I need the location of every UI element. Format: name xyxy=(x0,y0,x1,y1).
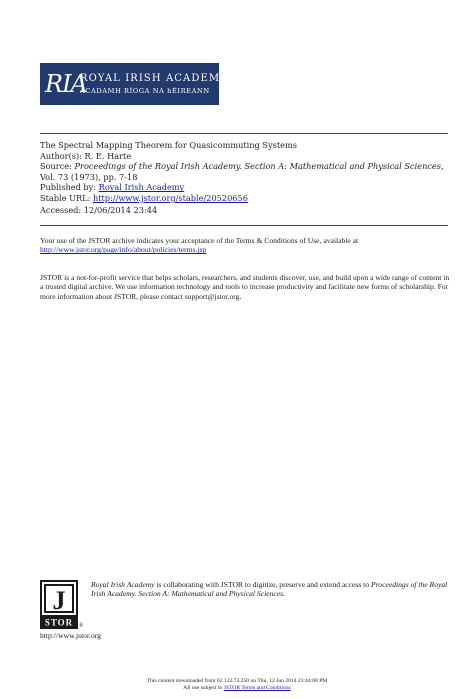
article-accessed: Accessed: 12/06/2014 23:44 xyxy=(40,204,158,215)
article-stable-url xyxy=(40,193,448,204)
academy-banner xyxy=(40,63,228,105)
collab-journal: Proceedings of the Royal Irish Academy. Section A: Mathematical and Physical Sciences. xyxy=(91,580,448,599)
download-footer xyxy=(0,678,474,692)
source-details: , Vol. 73 (1973), pp. 7-18 xyxy=(40,161,444,182)
academy-logo-letters: RIA xyxy=(45,70,87,98)
jstor-logo-icon xyxy=(40,580,84,629)
terms-link[interactable]: http://www.jstor.org/page/info/about/policies/terms.jsp xyxy=(40,245,207,255)
terms-paragraph xyxy=(40,236,450,255)
article-publisher xyxy=(40,182,448,193)
jstor-logo-word: STOR xyxy=(44,617,74,628)
stable-url-link[interactable]: http://www.jstor.org/stable/20520656 xyxy=(92,192,248,203)
collab-institution: Royal Irish Academy xyxy=(91,580,155,589)
footer-terms-line xyxy=(0,685,474,692)
article-title: The Spectral Mapping Theorem for Quasicommuting Systems xyxy=(40,140,297,150)
jstor-home-link[interactable]: http://www.jstor.org xyxy=(40,631,101,640)
academy-name-irish: ACADAMH RÍOGA NA hÉIREANN xyxy=(80,87,210,95)
publisher-label: Published by: xyxy=(40,182,99,193)
jstor-logo xyxy=(40,580,84,629)
collaboration-note xyxy=(91,580,449,599)
footer-terms-prefix: All use subject to xyxy=(183,685,224,691)
collab-text: is collaborating with JSTOR to digitize, preserve and extend access to xyxy=(154,580,371,589)
stable-url-label: Stable URL: xyxy=(40,192,93,203)
middle-divider xyxy=(40,225,448,226)
about-paragraph: JSTOR is a not-for-profit service that helps scholars, researchers, and students discover, use, and build upon a wide range of content in a trusted digital archive. We use information technology and tools to increase productivity and facilitate new forms of scholarship. For more information about JSTOR, please contact support@jstor.org. xyxy=(40,273,450,301)
publisher-link[interactable]: Royal Irish Academy xyxy=(98,182,185,193)
source-journal: Proceedings of the Royal Irish Academy. Section A: Mathematical and Physical Sciences xyxy=(74,161,441,172)
academy-name-english: ROYAL IRISH ACADEMY xyxy=(80,73,228,84)
footer-terms-link[interactable]: JSTOR Terms and Conditions xyxy=(223,685,291,691)
article-authors: Author(s): R. E. Harte xyxy=(40,150,132,161)
footer-download-line: This content downloaded from 62.122.73.250 on Thu, 12 Jun 2014 23:44:08 PM xyxy=(146,678,328,684)
source-label: Source: xyxy=(40,161,75,172)
top-divider xyxy=(40,133,448,134)
jstor-logo-registered: ® xyxy=(78,623,84,629)
article-source xyxy=(40,161,448,182)
jstor-logo-letter: J xyxy=(52,586,66,615)
terms-text: Your use of the JSTOR archive indicates your acceptance of the Terms & Conditions of Use, available at xyxy=(40,236,359,245)
citation-block xyxy=(40,140,448,215)
